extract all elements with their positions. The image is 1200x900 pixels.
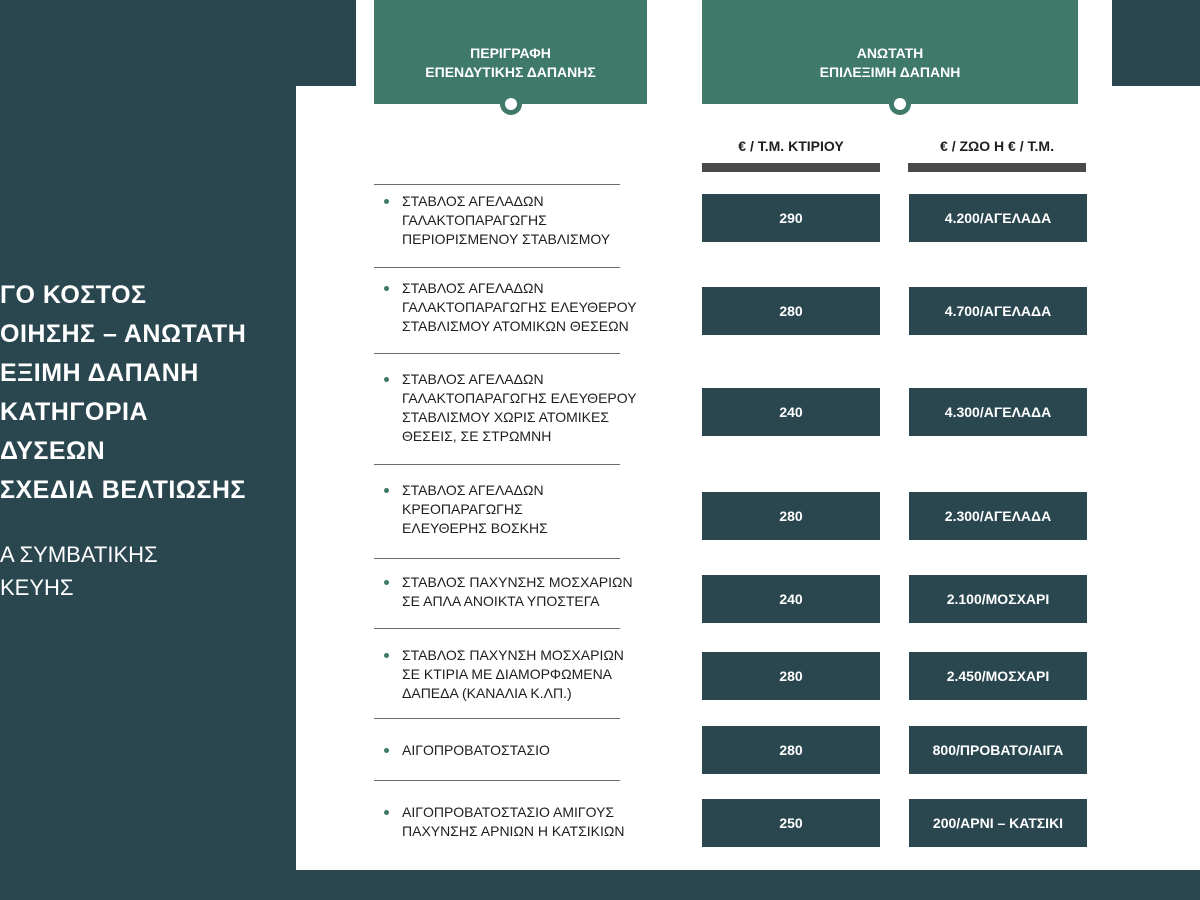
bullet-icon (384, 286, 389, 291)
value-per-animal: 2.300/ΑΓΕΛΑΔΑ (909, 492, 1087, 540)
row-description: ΑΙΓΟΠΡΟΒΑΤΟΣΤΑΣΙΟ ΑΜΙΓΟΥΣ ΠΑΧΥΝΣΗΣ ΑΡΝΙΩΝ Η ΚΑΤΣΙΚΙΩΝ (402, 804, 625, 839)
value-per-sqm: 280 (702, 287, 880, 335)
bullet-icon (384, 580, 389, 585)
row-description: ΑΙΓΟΠΡΟΒΑΤΟΣΤΑΣΙΟ (402, 742, 550, 758)
bullet-icon (384, 810, 389, 815)
header-connector-right (889, 93, 911, 115)
bullet-icon (384, 748, 389, 753)
row-description: ΣΤΑΒΛΟΣ ΠΑΧΥΝΣΗ ΜΟΣΧΑΡΙΩΝ ΣΕ ΚΤΙΡΙΑ ΜΕ ΔΙΑΜΟΡΦΩΜΕΝΑ ΔΑΠΕΔΑ (ΚΑΝΑΛΙΑ Κ.ΛΠ.) (402, 647, 624, 701)
row-divider (374, 184, 620, 185)
bullet-icon (384, 653, 389, 658)
row-divider (374, 464, 620, 465)
bullet-icon (384, 377, 389, 382)
column-bar-per-animal (908, 163, 1086, 172)
value-per-sqm: 240 (702, 575, 880, 623)
value-per-animal: 2.450/ΜΟΣΧΑΡΙ (909, 652, 1087, 700)
row-divider (374, 558, 620, 559)
value-per-animal: 800/ΠΡΟΒΑΤΟ/ΑΙΓΑ (909, 726, 1087, 774)
value-per-animal: 2.100/ΜΟΣΧΑΡΙ (909, 575, 1087, 623)
row-description: ΣΤΑΒΛΟΣ ΑΓΕΛΑΔΩΝ ΓΑΛΑΚΤΟΠΑΡΑΓΩΓΗΣ ΕΛΕΥΘΕΡΟΥ ΣΤΑΒΛΙΣΜΟΥ ΑΤΟΜΙΚΩΝ ΘΕΣΕΩΝ (402, 280, 637, 334)
value-per-animal: 4.200/ΑΓΕΛΑΔΑ (909, 194, 1087, 242)
header-max-cost: ΑΝΩΤΑΤΗ ΕΠΙΛΕΞΙΜΗ ΔΑΠΑΝΗ (702, 0, 1078, 104)
value-per-animal: 200/ΑΡΝΙ – ΚΑΤΣΙΚΙ (909, 799, 1087, 847)
row-divider (374, 718, 620, 719)
bullet-icon (384, 488, 389, 493)
row-description: ΣΤΑΒΛΟΣ ΑΓΕΛΑΔΩΝ ΓΑΛΑΚΤΟΠΑΡΑΓΩΓΗΣ ΠΕΡΙΟΡΙΣΜΕΝΟΥ ΣΤΑΒΛΙΣΜΟΥ (402, 193, 611, 247)
row-divider (374, 780, 620, 781)
row-divider (374, 353, 620, 354)
bullet-icon (384, 199, 389, 204)
sidebar-title: ΓΟ ΚΟΣΤΟΣ ΟΙΗΣΗΣ – ΑΝΩΤΑΤΗ ΕΞΙΜΗ ΔΑΠΑΝΗ ΚΑΤΗΓΟΡΙΑ ΔΥΣΕΩΝ ΣΧΕΔΙΑ ΒΕΛΤΙΩΣΗΣ (0, 281, 247, 504)
value-per-sqm: 290 (702, 194, 880, 242)
value-per-sqm: 280 (702, 492, 880, 540)
value-per-sqm: 240 (702, 388, 880, 436)
column-bar-per-sqm (702, 163, 880, 172)
row-description: ΣΤΑΒΛΟΣ ΑΓΕΛΑΔΩΝ ΓΑΛΑΚΤΟΠΑΡΑΓΩΓΗΣ ΕΛΕΥΘΕΡΟΥ ΣΤΑΒΛΙΣΜΟΥ ΧΩΡΙΣ ΑΤΟΜΙΚΕΣ ΘΕΣΕΙΣ, ΣΕ ΣΤΡΩΜΝΗ (402, 371, 637, 444)
column-per-animal: € / ΖΩΟ Η € / Τ.Μ. (940, 138, 1054, 154)
row-description: ΣΤΑΒΛΟΣ ΠΑΧΥΝΣΗΣ ΜΟΣΧΑΡΙΩΝ ΣΕ ΑΠΛΑ ΑΝΟΙΚΤΑ ΥΠΟΣΤΕΓΑ (402, 574, 633, 609)
value-per-sqm: 280 (702, 652, 880, 700)
header-connector-left (500, 93, 522, 115)
header-description: ΠΕΡΙΓΡΑΦΗ ΕΠΕΝΔΥΤΙΚΗΣ ΔΑΠΑΝΗΣ (374, 0, 647, 104)
column-per-sqm: € / Τ.Μ. ΚΤΙΡΙΟΥ (738, 138, 844, 154)
row-divider (374, 628, 620, 629)
row-divider (374, 267, 620, 268)
value-per-animal: 4.300/ΑΓΕΛΑΔΑ (909, 388, 1087, 436)
value-per-sqm: 280 (702, 726, 880, 774)
value-per-sqm: 250 (702, 799, 880, 847)
value-per-animal: 4.700/ΑΓΕΛΑΔΑ (909, 287, 1087, 335)
row-description: ΣΤΑΒΛΟΣ ΑΓΕΛΑΔΩΝ ΚΡΕΟΠΑΡΑΓΩΓΗΣ ΕΛΕΥΘΕΡΗΣ ΒΟΣΚΗΣ (402, 482, 548, 536)
sidebar-subtitle: Α ΣΥΜΒΑΤΙΚΗΣ ΚΕΥΗΣ (0, 542, 158, 600)
